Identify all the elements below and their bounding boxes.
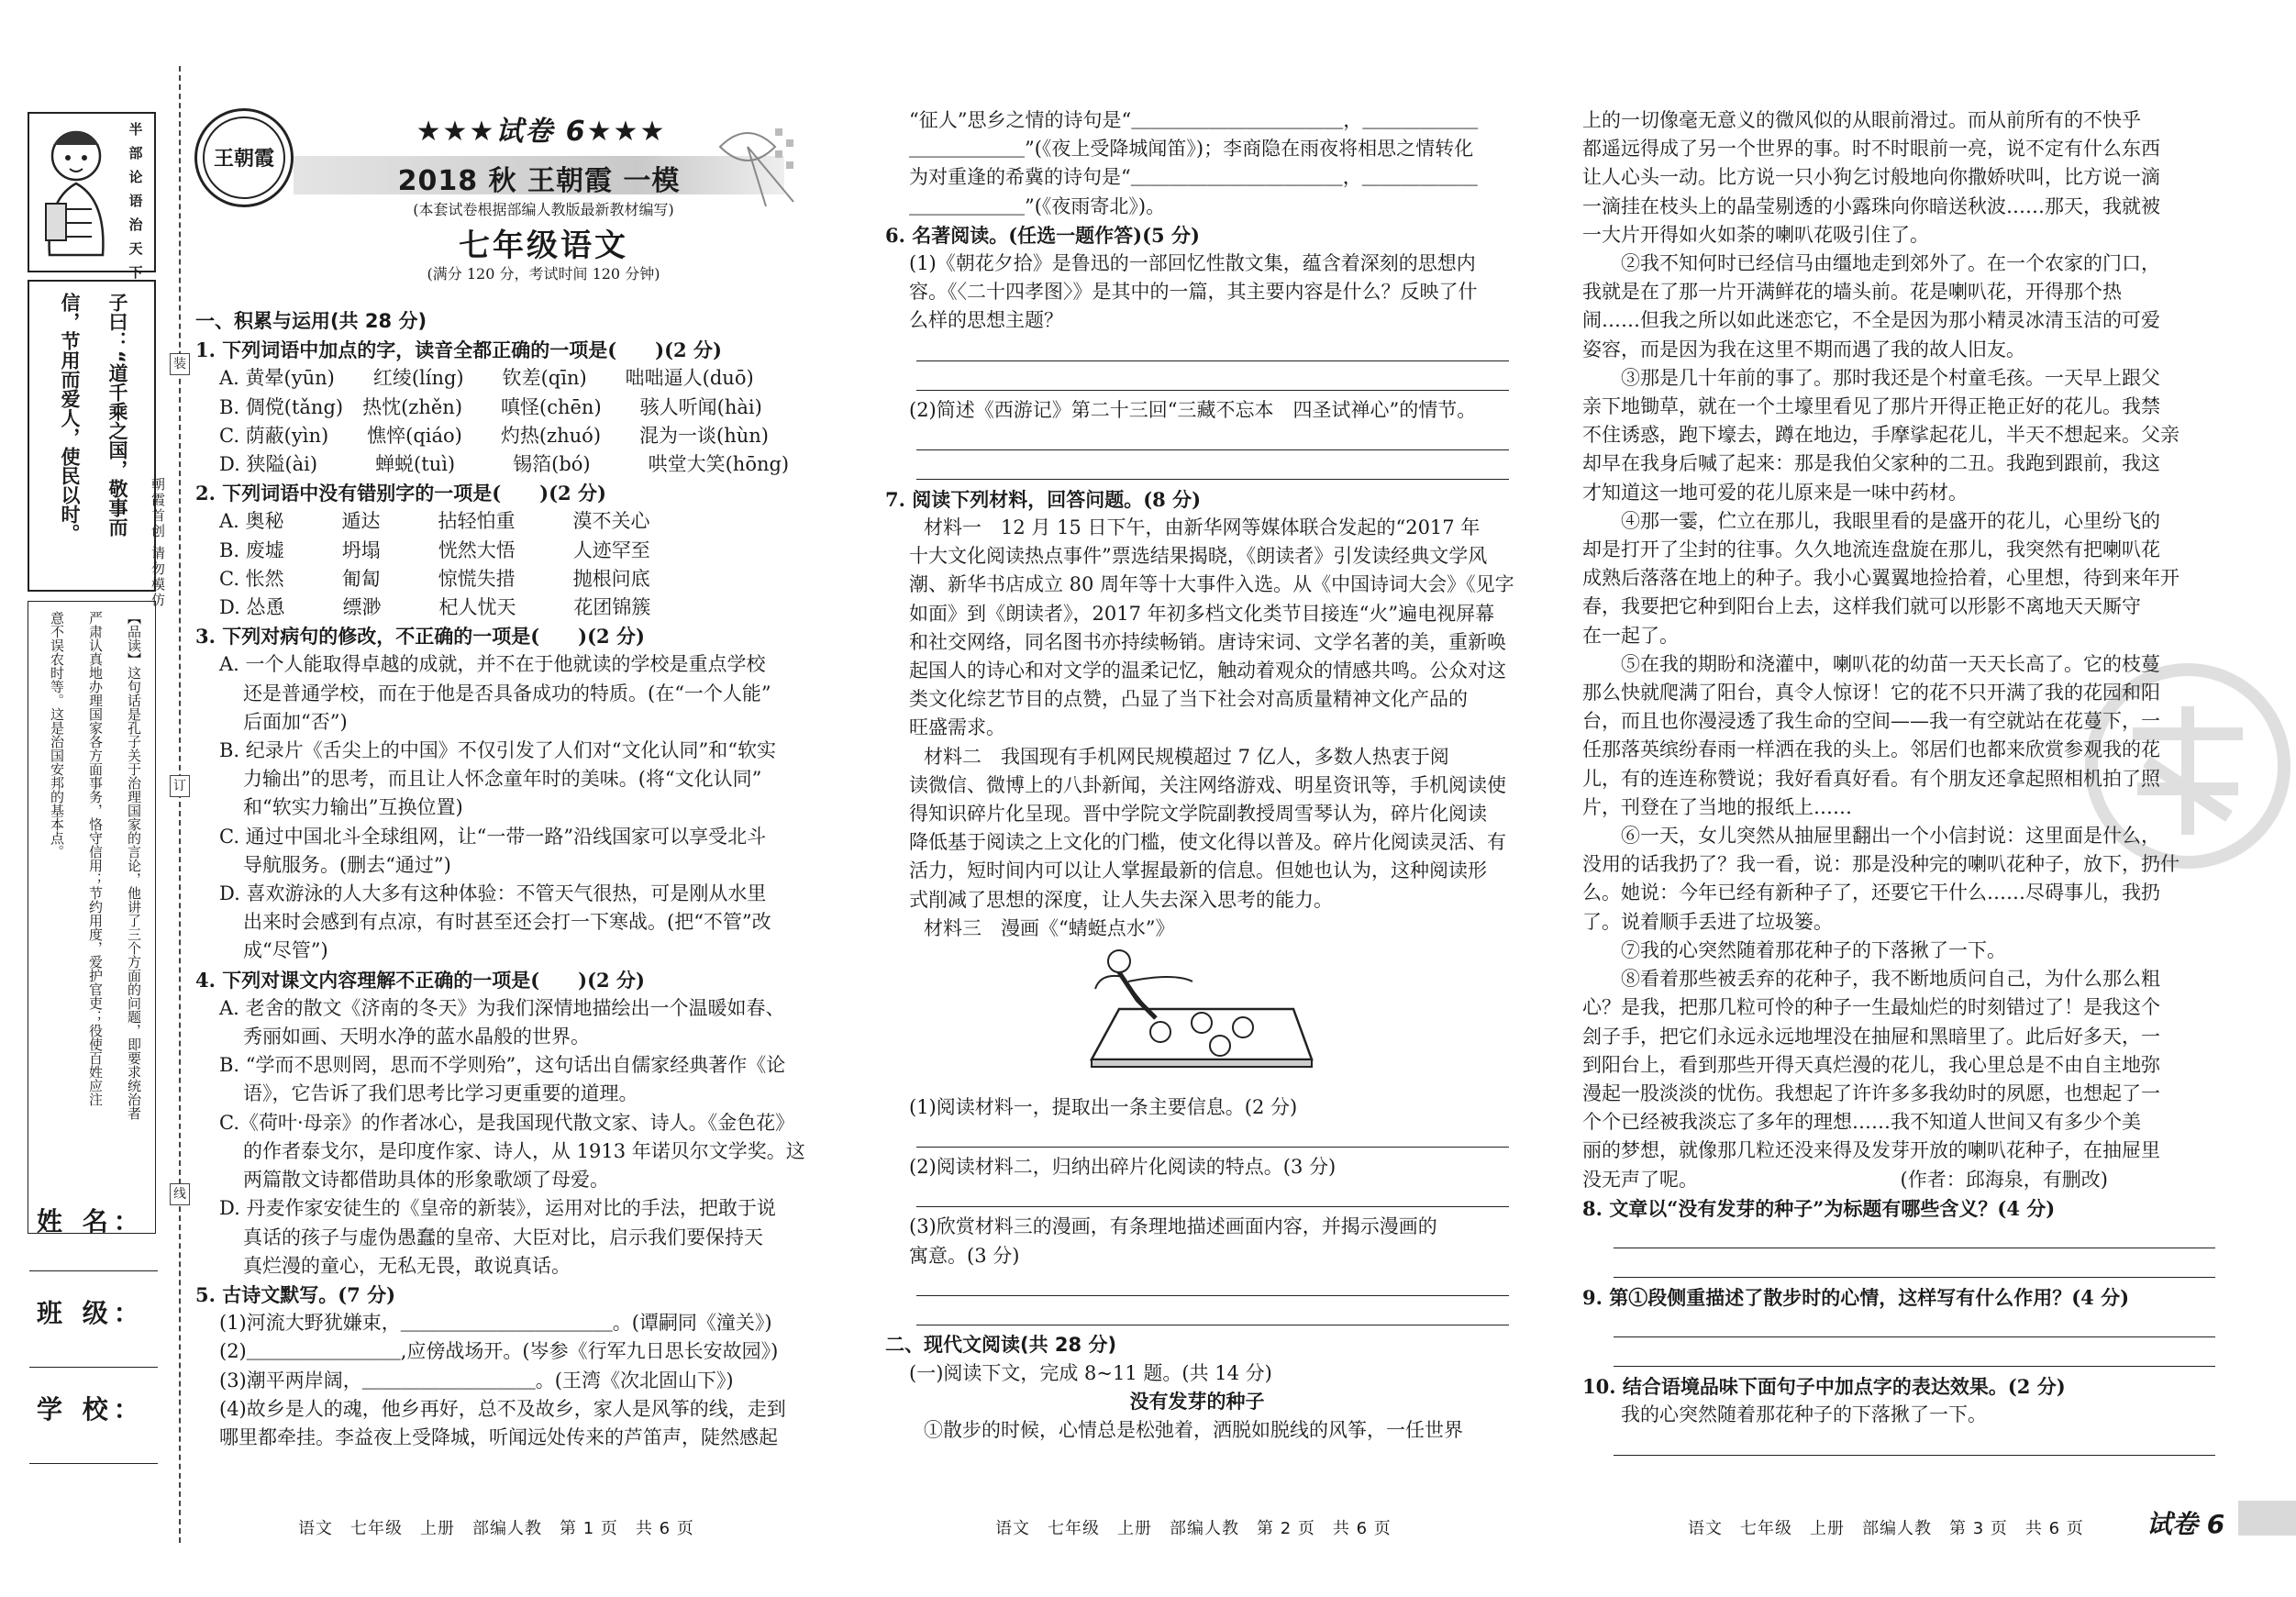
text-line: (一)阅读下文，完成 8~11 题。(共 14 分) — [909, 1362, 1272, 1385]
text-line: 类文化综艺节目的点赞，凸显了当下社会对高质量精神文化产品的 — [909, 688, 1468, 711]
text-line: 没用的话我扔了？我一看，说：那是没种完的喇叭花种子，放下，扔什 — [1582, 853, 2180, 876]
text-line: “征人”思乡之情的诗句是“＿＿＿＿＿＿＿＿＿＿＿，＿＿＿＿＿＿ — [909, 109, 1479, 131]
confucius-quote-panel — [28, 280, 156, 592]
mascot-tag-char: 半 — [128, 121, 143, 138]
mascot-tag-char: 论 — [128, 169, 143, 185]
text-line: C. 荫蔽(yìn) 憔悴(qiáo) 灼热(zhuó) 混为一谈(hùn) — [219, 424, 769, 447]
text-line: (3)欣赏材料三的漫画，有条理地描述画面内容，并揭示漫画的 — [909, 1215, 1437, 1238]
text-line: 和“软实力输出”互换位置) — [243, 796, 463, 819]
text-line: ＿＿＿＿＿＿”(《夜雨寄北》)。 — [909, 194, 1166, 217]
answer-line[interactable] — [1614, 1432, 2215, 1456]
text-line: 降低基于阅读之上文化的门槛，使文化得以普及。碎片化阅读灵活、有 — [909, 831, 1506, 854]
text-line: 材料一 12 月 15 日下午，由新华网等媒体联合发起的“2017 年 — [924, 516, 1481, 539]
text-line: 一大片开得如火如荼的喇叭花吸引住了。 — [1582, 223, 1929, 246]
question-text: 4. 下列对课文内容理解不正确的一项是( )(2 分) — [195, 968, 645, 992]
text-line: 起国人的诗心和对文学的温柔记忆，触动着观众的情感共鸣。公众对这 — [909, 660, 1506, 682]
name-label: 姓 名： — [37, 1206, 145, 1237]
answer-line[interactable] — [916, 1272, 1509, 1296]
text-line: (1)河流大野犹嫌束，＿＿＿＿＿＿＿＿＿＿＿。(谭嗣同《潼关》) — [219, 1312, 772, 1335]
answer-line[interactable] — [1614, 1314, 2215, 1337]
text-line: 到阳台上，看到那些开得天真烂漫的花儿，我心里总是不由自主地弥 — [1582, 1053, 2160, 1076]
text-line: 个个已经被我淡忘了多年的理想……我不知道人世间又有多少个美 — [1582, 1111, 2141, 1134]
subject-title: 七年级语文 — [459, 227, 628, 264]
question-text: 7. 阅读下列材料，回答问题。(8 分) — [885, 487, 1202, 511]
question-text: 10. 结合语境品味下面句子中加点字的表达效果。(2 分) — [1582, 1375, 2066, 1399]
text-line: 材料三 漫画《“蜻蜓点水”》 — [924, 916, 1175, 939]
text-line: 任那落英缤纷春雨一样洒在我的头上。邻居们也都来欣赏参观我的花 — [1582, 738, 2160, 761]
text-line: 后面加“否”) — [243, 710, 348, 733]
mascot-tagline — [119, 117, 152, 284]
answer-line[interactable] — [916, 427, 1509, 450]
text-line: 和社交网络，同名图书亦持续畅销。唐诗宋词、文学名著的美，重新唤 — [909, 630, 1506, 653]
binding-dashed-line — [179, 66, 181, 1543]
text-line: 还是普通学校，而在于他是否具备成功的特质。(在“一个人能” — [243, 682, 771, 704]
name-field-line[interactable] — [29, 1270, 158, 1271]
text-line: 都遥远得成了另一个世界的事。时不时眼前一亮，说不定有什么东西 — [1582, 138, 2160, 161]
text-line: 出来时会感到有点凉，有时甚至还会打一下寒战。(把“不管”改 — [243, 911, 771, 934]
text-line: (2)阅读材料二，归纳出碎片化阅读的特点。(3 分) — [909, 1156, 1337, 1179]
mascot-tag-char: 部 — [128, 145, 143, 161]
text-line: A. 一个人能取得卓越的成就，并不在于他就读的学校是重点学校 — [219, 653, 766, 676]
text-line: 两篇散文诗都借助具体的形象歌颂了母爱。 — [243, 1169, 609, 1192]
article-title: 没有发芽的种子 — [1129, 1391, 1265, 1414]
text-line: B. 纪录片《舌尖上的中国》不仅引发了人们对“文化认同”和“软实 — [219, 739, 776, 762]
school-label: 学 校： — [37, 1394, 145, 1425]
mascot-panel — [28, 112, 156, 281]
text-line: ＿＿＿＿＿＿”(《夜上受降城闻笛》)；李商隐在雨夜将相思之情转化 — [909, 138, 1474, 161]
text-line: D. 狭隘(ài) 蝉蜕(tuì) 锡箔(bó) 哄堂大笑(hōng) — [219, 453, 790, 476]
binding-mark: 订 — [170, 775, 190, 797]
text-line: 台，而且也你漫浸透了我生命的空间——我一有空就站在花蔓下，一 — [1582, 710, 2160, 733]
text-line: 么样的思想主题？ — [909, 309, 1063, 332]
text-line: 我就是在了那一片开满鲜花的墙头前。花是喇叭花，开得那个热 — [1582, 281, 2122, 304]
text-line: 如面》到《朗读者》，2017 年初多档文化类节目接连“火”遍电视屏幕 — [909, 602, 1495, 625]
text-line: 为对重逢的希冀的诗句是“＿＿＿＿＿＿＿＿＿＿＿，＿＿＿＿＿＿ — [909, 166, 1478, 189]
text-line: 我的心突然随着那花种子的下落揪了一下。 — [1621, 1403, 1987, 1426]
quote-column: 信，节用而爱人，使民以时。 — [59, 293, 81, 543]
section-heading: 二、现代文阅读(共 28 分) — [885, 1333, 1117, 1356]
text-line: 容。《〈二十四孝图〉》是其中的一篇，其主要内容是什么？反映了什 — [909, 281, 1478, 304]
text-line: A. 奥秘 遁达 拈轻怕重 漠不关心 — [219, 510, 650, 533]
exam-edition-note: (本套试卷根据部编人教版最新教材编写) — [413, 201, 674, 218]
ribbon-decoration-icon — [711, 110, 803, 211]
text-line: 春，我要把它种到阳台上去，这样我们就可以形影不离地天天厮守 — [1582, 595, 2141, 618]
brand-logo-text: 王朝霞 — [203, 116, 285, 199]
text-line: 活力，短时间内可以让人掌握最新的信息。但她也认为，这种阅读形 — [909, 859, 1487, 882]
text-line: 旺盛需求。 — [909, 716, 1005, 739]
text-line: ⑥一天，女儿突然从抽屉里翻出一个小信封说：这里面是什么， — [1621, 825, 2160, 848]
text-line: 才知道这一地可爱的花儿原来是一味中药材。 — [1582, 481, 1968, 504]
text-line: 却是打开了尘封的往事。久久地流连盘旋在那儿，我突然有把喇叭花 — [1582, 538, 2160, 561]
text-line: 在一起了。 — [1582, 624, 1679, 647]
text-line: 不住诱惑，跑下壕去，蹲在地边，手摩挲起花儿，半天不想起来。父亲 — [1582, 424, 2180, 447]
text-line: 材料二 我国现有手机网民规模超过 7 亿人，多数人热衷于阅 — [924, 745, 1449, 768]
text-line: D. 喜欢游泳的人大多有这种体验：不管天气很热，可是刚从水里 — [219, 882, 767, 905]
mascot-tag-char: 下 — [128, 264, 143, 281]
text-line: ①散步的时候，心情总是松弛着，洒脱如脱线的风筝，一任世界 — [924, 1419, 1463, 1442]
pindu-commentary-panel — [28, 601, 156, 1234]
mascot-tag-char: 治 — [128, 216, 143, 233]
dragonfly-cartoon-icon — [1082, 945, 1321, 1069]
text-line: 语》，它告诉了我们思考比学习更重要的道理。 — [243, 1082, 638, 1105]
text-line: 成熟后落落在地上的种子。我小心翼翼地捡拾着，心里想，待到来年开 — [1582, 567, 2180, 590]
text-line: ⑦我的心突然随着那花种子的下落揪了一下。 — [1621, 938, 2006, 961]
question-text: 1. 下列词语中加点的字，读音全都正确的一项是( )(2 分) — [195, 338, 722, 362]
text-line: 读微信、微博上的八卦新闻，关注网络游戏、明星资讯等，手机阅读使 — [909, 773, 1506, 796]
text-line: 儿，有的连连称赞说；我好看真好看。有个朋友还拿起照相机拍了照 — [1582, 767, 2160, 790]
text-line: (3)潮平两岸阔，＿＿＿＿＿＿＿＿＿。(王湾《次北固山下》) — [219, 1369, 734, 1392]
text-line: (1)阅读材料一，提取出一条主要信息。(2 分) — [909, 1096, 1298, 1118]
text-line: 寓意。(3 分) — [909, 1244, 1020, 1267]
text-line: 导航服务。(删去“通过”) — [243, 853, 451, 876]
question-text: 8. 文章以“没有发芽的种子”为标题有哪些含义？(4 分) — [1582, 1196, 2056, 1220]
text-line: 漫起一股淡淡的忧伤。我想起了许许多多我幼时的夙愿，也想起了一 — [1582, 1081, 2160, 1104]
paper-number: ★★★试卷 6★★★ — [416, 116, 667, 148]
text-line: C. 怅然 匍匐 惊慌失措 抛根问底 — [219, 567, 650, 590]
text-line: 潮、新华书店成立 80 周年等十大事件入选。从《中国诗词大会》《见字 — [909, 573, 1514, 596]
text-line: C.《荷叶·母亲》的作者冰心，是我国现代散文家、诗人。《金色花》 — [219, 1111, 795, 1134]
answer-line[interactable] — [916, 367, 1509, 391]
binding-mark: 线 — [170, 1183, 190, 1205]
school-field-line[interactable] — [29, 1463, 158, 1464]
text-line: A. 黄晕(yūn) 红绫(líng) 钦差(qīn) 咄咄逼人(duō) — [219, 367, 754, 390]
question-text: 3. 下列对病句的修改，不正确的一项是( )(2 分) — [195, 625, 645, 649]
answer-line[interactable] — [916, 338, 1509, 361]
text-line: (2)简述《西游记》第二十三回“三藏不忘本 四圣试禅心”的情节。 — [909, 398, 1477, 421]
text-line: 秀丽如画、天明水净的蓝水晶般的世界。 — [243, 1026, 590, 1048]
footer-paper-tag: 试卷 6 — [2146, 1509, 2225, 1539]
page-footer-1: 语文 七年级 上册 部编人教 第 1 页 共 6 页 — [298, 1519, 694, 1538]
text-line: 的作者泰戈尔，是印度作家、诗人，从 1913 年诺贝尔文学奖。这 — [243, 1139, 805, 1162]
text-line: 真烂漫的童心，无私无畏，敢说真话。 — [243, 1254, 571, 1277]
text-line: (1)《朝花夕拾》是鲁迅的一部回忆性散文集，蕴含着深刻的思想内 — [909, 252, 1476, 275]
column-page-2-lower — [885, 1093, 1509, 1446]
text-line: D. 丹麦作家安徒生的《皇帝的新装》，运用对比的手法，把敢于说 — [219, 1197, 776, 1220]
text-line: A. 老舍的散文《济南的冬天》为我们深情地描绘出一个温暖如春、 — [219, 996, 785, 1019]
text-line: C. 通过中国北斗全球组网，让“一带一路”沿线国家可以享受北斗 — [219, 825, 767, 848]
text-line: B. “学而不思则罔，思而不学则殆”，这句话出自儒家经典著作《论 — [219, 1054, 786, 1077]
pindu-column: 【品读】这句话是孔子关于治理国家的言论，他讲了三个方面的问题，即要求统治者 — [126, 611, 142, 1120]
question-text: 9. 第①段侧重描述了散步时的心情，这样写有什么作用？(4 分) — [1582, 1285, 2130, 1309]
footer-band — [2238, 1501, 2296, 1536]
text-line: 亲下地锄草，就在一个土壕里看见了那片开得正艳正好的花儿。我禁 — [1582, 395, 2160, 418]
mascot-tag-char: 语 — [128, 193, 143, 209]
text-line: 没无声了呢。 (作者：邱海泉，有删改) — [1582, 1168, 2108, 1191]
class-label: 班 级： — [37, 1298, 145, 1328]
mascot-tag-char: 天 — [128, 240, 143, 257]
text-line: 一滴挂在枝头上的晶莹剔透的小露珠向你暗送秋波……那天，我就被 — [1582, 194, 2160, 217]
text-line: ③那是几十年前的事了。那时我还是个村童毛孩。一天早上跟父 — [1621, 366, 2160, 389]
text-line: 却早在我身后喊了起来：那是我伯父家种的二丑。我跑到跟前，我这 — [1582, 452, 2160, 475]
text-line: 让人心头一动。比方说一只小狗乞讨般地向你撒娇吠叫，比方说一滴 — [1582, 166, 2160, 189]
text-line: ②我不知何时已经信马由缰地走到郊外了。在一个农家的门口， — [1621, 252, 2160, 275]
column-page-1 — [195, 307, 828, 1452]
text-line: (4)故乡是人的魂，他乡再好，总不及故乡，家人是风筝的线，走到 — [219, 1397, 786, 1420]
text-line: ⑧看着那些被丢弃的花种子，我不断地质问自己，为什么那么粗 — [1621, 968, 2160, 991]
brand-logo — [194, 108, 294, 207]
text-line: ⑤在我的期盼和浇灌中，喇叭花的幼苗一天天长高了。它的枝蔓 — [1621, 652, 2160, 675]
text-line: 力输出”的思考，而且让人怀念童年时的美味。(将“文化认同” — [243, 768, 762, 791]
answer-line[interactable] — [1614, 1254, 2215, 1278]
question-text: 5. 古诗文默写。(7 分) — [195, 1282, 396, 1306]
scholar-mascot-icon — [33, 117, 120, 269]
text-line: 丽的梦想，就像那几粒还没来得及发芽开放的喇叭花种子，在抽屉里 — [1582, 1139, 2160, 1162]
pindu-column: 严肃认真地办理国家各方面事务，恪守信用；节约用度，爱护官吏；役使百姓应注 — [87, 611, 104, 1106]
binding-note: 朝霞首创 请勿模仿 — [150, 477, 166, 608]
question-text: 2. 下列词语中没有错别字的一项是( )(2 分) — [195, 482, 606, 505]
quote-column: 子曰：“道千乘之国，敬事而 — [106, 293, 128, 537]
text-line: 姿容，而是因为我在这里不期而遇了我的故人旧友。 — [1582, 338, 2025, 360]
answer-line[interactable] — [916, 1183, 1509, 1207]
text-line: 得知识碎片化呈现。晋中学院文学院副教授周雪琴认为，碎片化阅读 — [909, 803, 1487, 826]
text-line: 上的一切像毫无意义的微风似的从眼前滑过。而从前所有的不快乎 — [1582, 109, 2141, 131]
text-line: B. 倜傥(tǎng) 热忱(zhěn) 嗔怪(chēn) 骇人听闻(hài) — [219, 395, 762, 418]
text-line: 哪里都牵挂。李益夜上受降城，听闻远处传来的芦笛声，陡然感起 — [219, 1425, 778, 1448]
text-line: D. 怂恿 缥渺 杞人忧天 花团锦簇 — [219, 596, 651, 619]
text-line: 成“尽管”) — [243, 939, 328, 962]
answer-line[interactable] — [1614, 1225, 2215, 1248]
class-field-line[interactable] — [29, 1367, 158, 1368]
text-line: 心？是我，把那几粒可怜的种子一生最灿烂的时刻错过了！是我这个 — [1582, 996, 2160, 1019]
binding-mark: 装 — [170, 353, 190, 375]
text-line: 真话的孩子与虚伪愚蠢的皇帝、大臣对比，启示我们要保持天 — [243, 1225, 763, 1248]
text-line: 了。说着顺手丢进了垃圾篓。 — [1582, 910, 1833, 933]
column-page-2 — [885, 106, 1514, 943]
exam-title: 2018 秋 王朝霞 一模 — [397, 165, 681, 197]
question-text: 6. 名著阅读。(任选一题作答)(5 分) — [885, 223, 1200, 247]
text-line: 那么快就爬满了阳台，真令人惊讶！它的花不只开满了我的花园和阳 — [1582, 682, 2160, 704]
answer-line[interactable] — [916, 1302, 1509, 1325]
answer-line[interactable] — [916, 1124, 1509, 1148]
answer-line[interactable] — [1614, 1343, 2215, 1367]
text-line: 式削减了思想的深度，让人失去深入思考的能力。 — [909, 888, 1333, 911]
text-line: 刽子手，把它们永远永远地埋没在抽屉和黑暗里了。此后好多天，一 — [1582, 1025, 2160, 1048]
page-footer-2: 语文 七年级 上册 部编人教 第 2 页 共 6 页 — [995, 1519, 1392, 1538]
text-line: (2)＿＿＿＿＿＿＿＿,应傍战场开。(岑参《行军九日思长安故园》) — [219, 1340, 779, 1363]
text-line: 闹……但我之所以如此迷恋它，不全是因为那小精灵冰清玉洁的可爱 — [1582, 309, 2160, 332]
text-line: 么。她说：今年已经有新种子了，还要它干什么……尽碍事儿，我扔 — [1582, 882, 2160, 904]
section-heading: 一、积累与运用(共 28 分) — [195, 310, 427, 332]
page-footer-3: 语文 七年级 上册 部编人教 第 3 页 共 6 页 — [1688, 1519, 2084, 1538]
text-line: B. 废墟 坍塌 恍然大悟 人迹罕至 — [219, 538, 650, 561]
text-line: 十大文化阅读热点事件”票选结果揭晓，《朗读者》引发读经典文学风 — [909, 545, 1488, 568]
brand-seal-watermark-icon — [2082, 660, 2293, 871]
score-time-note: (满分 120 分，考试时间 120 分钟) — [427, 265, 660, 283]
pindu-column: 意不误农时等。这是治国安邦的基本点。 — [49, 611, 65, 859]
text-line: ④那一霎，伫立在那儿，我眼里看的是盛开的花儿，心里纷飞的 — [1621, 509, 2160, 532]
binding-sidebar — [18, 66, 156, 1479]
text-line: 片，刊登在了当地的报纸上…… — [1582, 795, 1852, 818]
answer-line[interactable] — [916, 456, 1509, 480]
